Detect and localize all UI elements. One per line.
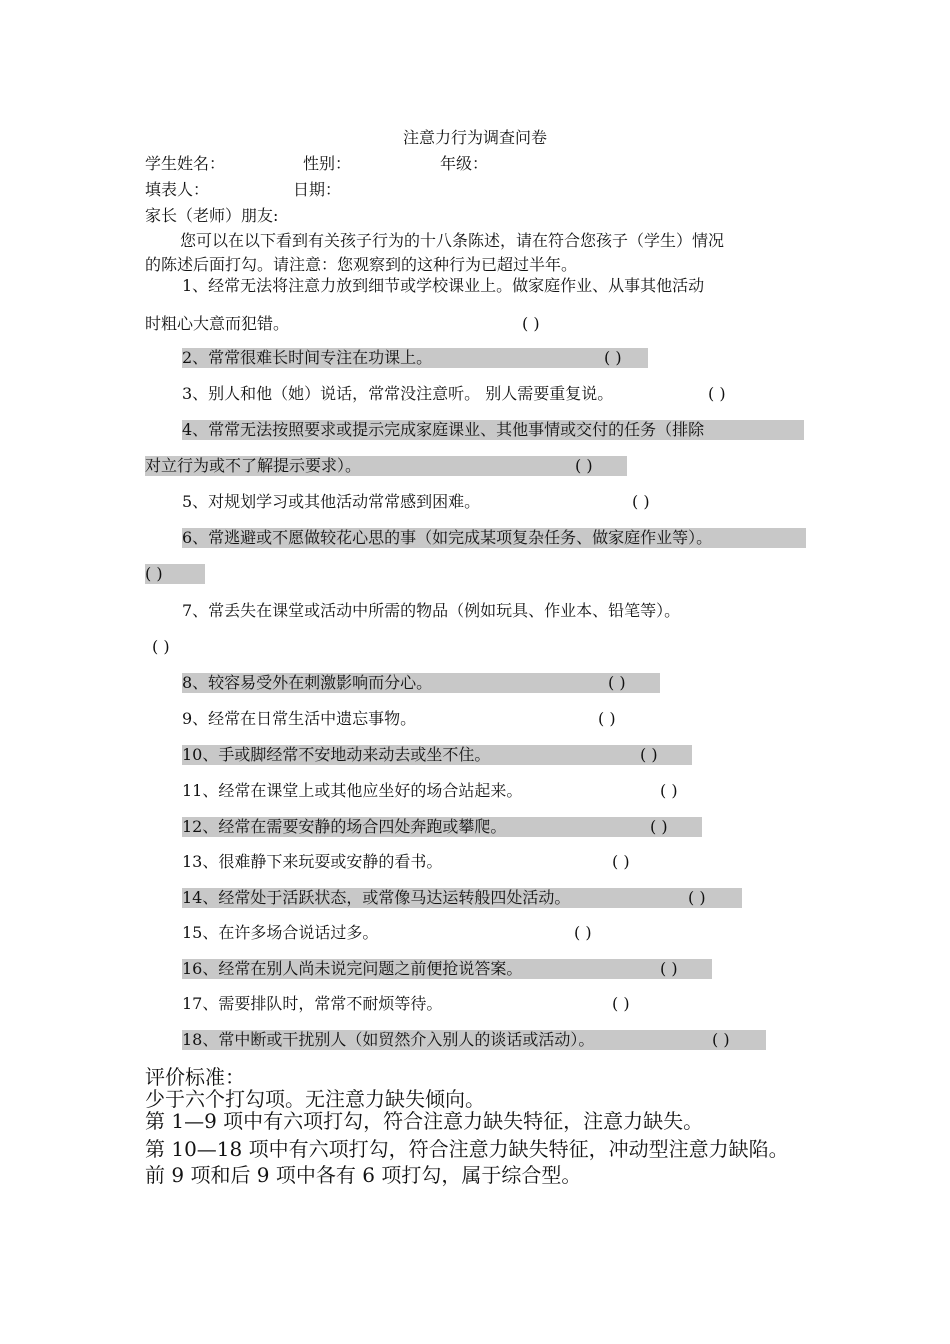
checkbox-1[interactable]: ( ) — [522, 314, 540, 333]
item-9-text: 9、经常在日常生活中遗忘事物。 — [182, 709, 417, 728]
item-18-text: 18、常中断或干扰别人（如贸然介入别人的谈话或活动）。 — [182, 1030, 595, 1049]
item-14-text: 14、经常处于活跃状态，或常像马达运转般四处活动。 — [182, 888, 571, 907]
item-4-line-1: 4、常常无法按照要求或提示完成家庭课业、其他事情或交付的任务（排除 — [182, 420, 804, 440]
evaluation-heading: 评价标准： — [145, 1065, 245, 1089]
item-2-row — [182, 348, 648, 368]
checkbox-10[interactable]: ( ) — [640, 745, 658, 764]
grade-label: 年级： — [440, 154, 489, 173]
date-label: 日期： — [293, 180, 342, 199]
item-5-text: 5、对规划学习或其他活动常常感到困难。 — [182, 492, 481, 511]
evaluation-line-2: 第 1—9 项中有六项打勾，符合注意力缺失特征，注意力缺失。 — [145, 1109, 704, 1133]
student-name-label: 学生姓名： — [145, 154, 226, 173]
checkbox-15[interactable]: ( ) — [574, 923, 592, 942]
checkbox-8[interactable]: ( ) — [608, 673, 626, 692]
item-13-text: 13、很难静下来玩耍或安静的看书。 — [182, 852, 443, 871]
checkbox-3[interactable]: ( ) — [708, 384, 726, 403]
item-8-text: 8、较容易受外在刺激影响而分心。 — [182, 673, 433, 692]
filler-label: 填表人： — [145, 180, 210, 199]
checkbox-7[interactable]: ( ) — [152, 637, 170, 656]
checkbox-17[interactable]: ( ) — [612, 994, 630, 1013]
item-7-text: 7、常丢失在课堂或活动中所需的物品（例如玩具、作业本、铅笔等）。 — [182, 601, 681, 620]
item-1-line-2: 时粗心大意而犯错。 — [145, 314, 290, 333]
item-16-row — [182, 959, 712, 979]
item-12-row — [182, 817, 702, 837]
item-15-text: 15、在许多场合说话过多。 — [182, 923, 379, 942]
item-4-row — [145, 456, 627, 476]
checkbox-4[interactable]: ( ) — [575, 456, 593, 475]
gender-label: 性别： — [303, 154, 352, 173]
greeting: 家长（老师）朋友: — [145, 206, 279, 225]
checkbox-18[interactable]: ( ) — [712, 1030, 730, 1049]
checkbox-5[interactable]: ( ) — [632, 492, 650, 511]
checkbox-16[interactable]: ( ) — [660, 959, 678, 978]
item-10-text: 10、手或脚经常不安地动来动去或坐不住。 — [182, 745, 491, 764]
checkbox-12[interactable]: ( ) — [650, 817, 668, 836]
item-12-text: 12、经常在需要安静的场合四处奔跑或攀爬。 — [182, 817, 507, 836]
page-title: 注意力行为调查问卷 — [402, 128, 547, 147]
evaluation-line-4: 前 9 项和后 9 项中各有 6 项打勾，属于综合型。 — [145, 1163, 582, 1187]
item-11-text: 11、经常在课堂上或其他应坐好的场合站起来。 — [182, 781, 523, 800]
item-2-text: 2、常常很难长时间专注在功课上。 — [182, 348, 433, 367]
checkbox-6[interactable]: ( ) — [145, 564, 205, 584]
item-4-line-2: 对立行为或不了解提示要求）。 — [145, 456, 362, 475]
checkbox-2[interactable]: ( ) — [604, 348, 622, 367]
item-1-line-1: 1、经常无法将注意力放到细节或学校课业上。做家庭作业、从事其他活动 — [182, 276, 705, 295]
item-17-text: 17、需要排队时，常常不耐烦等待。 — [182, 994, 443, 1013]
item-18-row — [182, 1030, 766, 1050]
evaluation-line-1: 少于六个打勾项。无注意力缺失倾向。 — [145, 1087, 485, 1111]
evaluation-line-3: 第 10—18 项中有六项打勾，符合注意力缺失特征，冲动型注意力缺陷。 — [145, 1137, 789, 1161]
item-10-row — [182, 745, 692, 765]
intro-line-1: 您可以在以下看到有关孩子行为的十八条陈述，请在符合您孩子（学生）情况 — [180, 231, 725, 250]
intro-line-2: 的陈述后面打勾。请注意：您观察到的这种行为已超过半年。 — [145, 255, 578, 274]
item-3-text: 3、别人和他（她）说话，常常没注意听。 别人需要重复说。 — [182, 384, 614, 403]
item-14-row — [182, 888, 742, 908]
item-8-row — [182, 673, 660, 693]
item-6-text: 6、常逃避或不愿做较花心思的事（如完成某项复杂任务、做家庭作业等）。 — [182, 528, 806, 548]
checkbox-9[interactable]: ( ) — [598, 709, 616, 728]
checkbox-14[interactable]: ( ) — [688, 888, 706, 907]
item-16-text: 16、经常在别人尚未说完问题之前便抢说答案。 — [182, 959, 523, 978]
checkbox-13[interactable]: ( ) — [612, 852, 630, 871]
checkbox-11[interactable]: ( ) — [660, 781, 678, 800]
